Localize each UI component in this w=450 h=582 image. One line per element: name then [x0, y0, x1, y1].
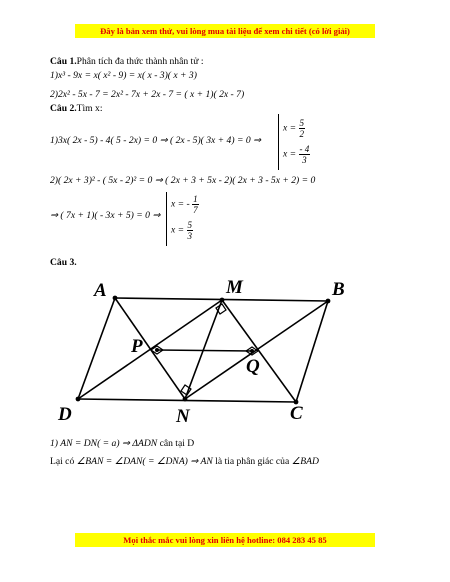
point-N [183, 397, 188, 402]
label-B: B [332, 279, 345, 300]
q1-line1: 1)x³ - 9x = x( x² - 9) = x( x - 3)( x + 3) [50, 70, 197, 81]
q1-title: Câu 1. [50, 56, 77, 67]
label-M: M [226, 277, 243, 298]
q2-eq3: ⇒ ( 7x + 1)( - 3x + 5) = 0 ⇒ [50, 210, 161, 221]
segment-BC [296, 301, 328, 402]
fraction: $\frac{1}{7}$ [193, 194, 198, 215]
q2-heading [50, 103, 103, 115]
point-D [76, 397, 81, 402]
q3-solution-1: 1) AN = DN( = a) ⇒ ΔADN cân tại D [50, 438, 195, 449]
q2-eq2: 2)( 2x + 3)² - ( 5x - 2)² = 0 ⇒ ( 2x + 3 + 5x - 2)( 2x + 3 - 5x + 2) = 0 [50, 175, 316, 186]
point-A [113, 296, 118, 301]
segment-MD [78, 300, 222, 399]
q1-line2: 2)2x² - 5x - 7 = 2x² - 7x + 2x - 7 = ( x + 1)( 2x - 7) [50, 89, 245, 100]
bottom-hotline-banner: Mọi thắc mắc vui lòng xin liên hệ hotline: 084 283 45 85 [75, 533, 375, 547]
q3-solution-2: Lại có ∠BAN = ∠DAN( = ∠DNA) ⇒ AN là tia phân giác của ∠BAD [50, 456, 319, 467]
q1-heading [50, 56, 204, 68]
q2-eq1: 1)3x( 2x - 5) - 4( 5 - 2x) = 0 ⇒ ( 2x - 5)( 3x + 4) = 0 ⇒ [50, 135, 262, 146]
label-D: D [58, 404, 72, 425]
q2-eq1-sol1: x = $\frac{5}{2}$ [283, 118, 305, 139]
top-preview-banner: Đây là bản xem thử, vui lòng mua tài liệu để xem chi tiết (có lời giải) [75, 24, 375, 38]
q2-eq3-sol1: x = - $\frac{1}{7}$ [171, 194, 198, 215]
fraction: $\frac{5}{3}$ [187, 220, 193, 241]
fraction: $\frac{- 4}{3}$ [299, 144, 310, 165]
label-Q: Q [246, 356, 260, 377]
point-Q [250, 349, 254, 353]
label-C: C [290, 403, 303, 424]
q2-eq1-solutions [278, 114, 310, 170]
segment-DA [78, 298, 115, 399]
q2-prompt: Tìm x: [76, 103, 103, 114]
q2-eq3-sol2: x = $\frac{5}{3}$ [171, 220, 193, 241]
point-P [155, 348, 159, 352]
q2-eq1-sol2: x = $\frac{- 4}{3}$ [283, 144, 310, 165]
point-B [326, 299, 331, 304]
fraction: $\frac{5}{2}$ [299, 118, 305, 139]
segment-MN [185, 300, 222, 399]
parallelogram-figure [50, 275, 360, 433]
q2-title: Câu 2. [50, 103, 77, 114]
label-A: A [94, 280, 107, 301]
label-N: N [176, 406, 190, 427]
q1-prompt: Phân tích đa thức thành nhân tử : [76, 56, 204, 67]
q3-title: Câu 3. [50, 257, 77, 268]
point-M [220, 298, 225, 303]
q2-eq3-solutions [166, 192, 198, 246]
segment-AN [115, 298, 185, 399]
label-P: P [131, 336, 143, 357]
segment-PQ [157, 350, 252, 351]
